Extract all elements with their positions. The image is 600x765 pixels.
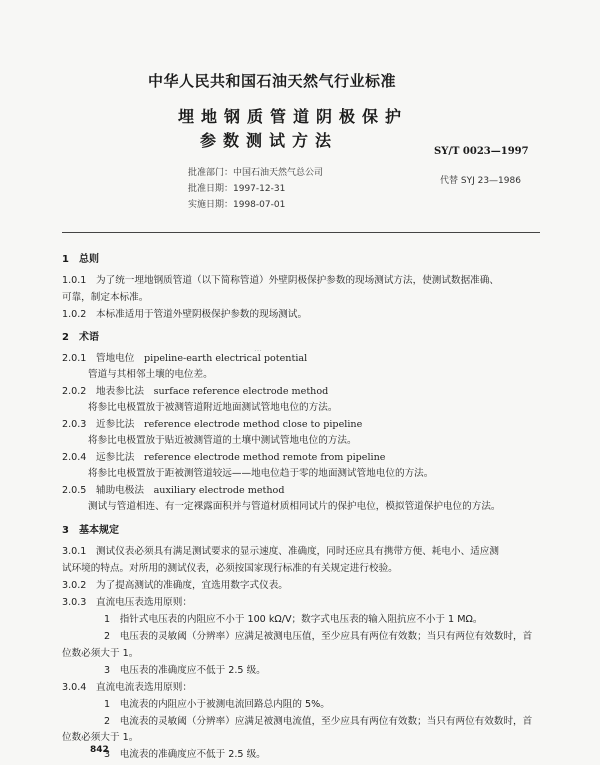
clause-3-0-1: 3.0.1 测试仪表必须具有满足测试要求的显示速度、准确度，同时还应具有携带方便、耗电小、适应测 (62, 546, 499, 557)
clause-3-0-1-cont: 试环境的特点。对所用的测试仪表，必须按国家现行标准的有关规定进行校验。 (62, 563, 398, 574)
clause-1-0-2: 1.0.2 本标准适用于管道外壁阴极保护参数的现场测试。 (62, 309, 308, 320)
term-2-0-4 (62, 449, 385, 463)
clause-3-0-4-item2-cont: 位数必须大于 1。 (62, 732, 139, 743)
term-2-0-2-en: surface reference electrode method (153, 386, 329, 397)
clause-3-0-2: 3.0.2 为了提高测试的准确度，宜选用数字式仪表。 (62, 580, 288, 591)
clause-3-0-4-item2: 2 电流表的灵敏阈（分辨率）应满足被测电流值，至少应具有两位有效数；当只有两位有效数时，首 (104, 716, 533, 727)
term-2-0-5 (62, 482, 284, 496)
term-2-0-5-en: auxiliary electrode method (153, 485, 285, 496)
term-2-0-5-def: 测试与管道相连、有一定裸露面积并与管道材质相同试片的保护电位，模拟管道保护电位的方法。 (88, 501, 501, 512)
section-3-title: 3 基本规定 (62, 525, 119, 536)
approver: 批准部门：中国石油天然气总公司 (188, 168, 324, 178)
document-title-line2: 参数测试方法 (200, 131, 339, 150)
term-2-0-1-en: pipeline-earth electrical potential (143, 353, 308, 364)
clause-3-0-3-item2: 2 电压表的灵敏阈（分辨率）应满足被测电压值，至少应具有两位有效数；当只有两位有效数时，首 (104, 631, 533, 642)
clause-3-0-4-item3: 3 电流表的准确度应不低于 2.5 级。 (104, 749, 266, 760)
term-2-0-1-def: 管道与其相邻土壤的电位差。 (88, 369, 213, 380)
clause-3-0-4: 3.0.4 直流电流表选用原则： (62, 682, 192, 693)
clause-3-0-3-item2-cont: 位数必须大于 1。 (62, 648, 139, 659)
term-2-0-4-en: reference electrode method remote from pipeline (143, 452, 386, 463)
approve-date: 批准日期：1997-12-31 (188, 184, 286, 194)
term-2-0-1 (62, 350, 307, 364)
clause-3-0-4-item1: 1 电流表的内阻应小于被测电流回路总内阻的 5%。 (104, 699, 330, 710)
term-2-0-4-num: 2.0.4 远参比法 (62, 452, 135, 463)
margin-mark: … (254, 344, 262, 353)
term-2-0-2-def: 将参比电极置放于被测管道附近地面测试管地电位的方法。 (88, 402, 338, 413)
clause-3-0-3-item1: 1 指针式电压表的内阻应不小于 100 kΩ/V；数字式电压表的输入阻抗应不小于 1 MΩ。 (104, 614, 483, 625)
term-2-0-3-en: reference electrode method close to pipeline (143, 419, 363, 430)
term-2-0-2 (62, 383, 328, 397)
term-2-0-4-def: 将参比电极置放于距被测管道较远——地电位趋于零的地面测试管地电位的方法。 (88, 468, 434, 479)
clause-1-0-1-cont: 可靠，制定本标准。 (62, 292, 149, 303)
standard-number: SY/T 0023—1997 (434, 146, 529, 157)
clause-1-0-1: 1.0.1 为了统一埋地钢质管道（以下简称管道）外壁阴极保护参数的现场测试方法，使测试数据准确、 (62, 275, 499, 286)
term-2-0-5-num: 2.0.5 辅助电极法 (62, 485, 144, 496)
clause-3-0-3-item3: 3 电压表的准确度应不低于 2.5 级。 (104, 665, 266, 676)
page-number: 842 (90, 745, 109, 755)
document-title-line1: 埋地钢质管道阴极保护 (178, 107, 409, 126)
term-2-0-1-num: 2.0.1 管地电位 (62, 353, 135, 364)
section-1-title: 1 总则 (62, 254, 99, 265)
replaces-standard: 代替 SYJ 23—1986 (440, 176, 521, 186)
section-2-title: 2 术语 (62, 332, 99, 343)
term-2-0-3-def: 将参比电极置放于贴近被测管道的土壤中测试管地电位的方法。 (88, 435, 357, 446)
term-2-0-2-num: 2.0.2 地表参比法 (62, 386, 144, 397)
term-2-0-3-num: 2.0.3 近参比法 (62, 419, 135, 430)
effective-date: 实施日期：1998-07-01 (188, 200, 286, 210)
industry-standard-header: 中华人民共和国石油天然气行业标准 (148, 72, 397, 90)
clause-3-0-3: 3.0.3 直流电压表选用原则： (62, 597, 192, 608)
header-divider (62, 232, 540, 233)
term-2-0-3 (62, 416, 362, 430)
